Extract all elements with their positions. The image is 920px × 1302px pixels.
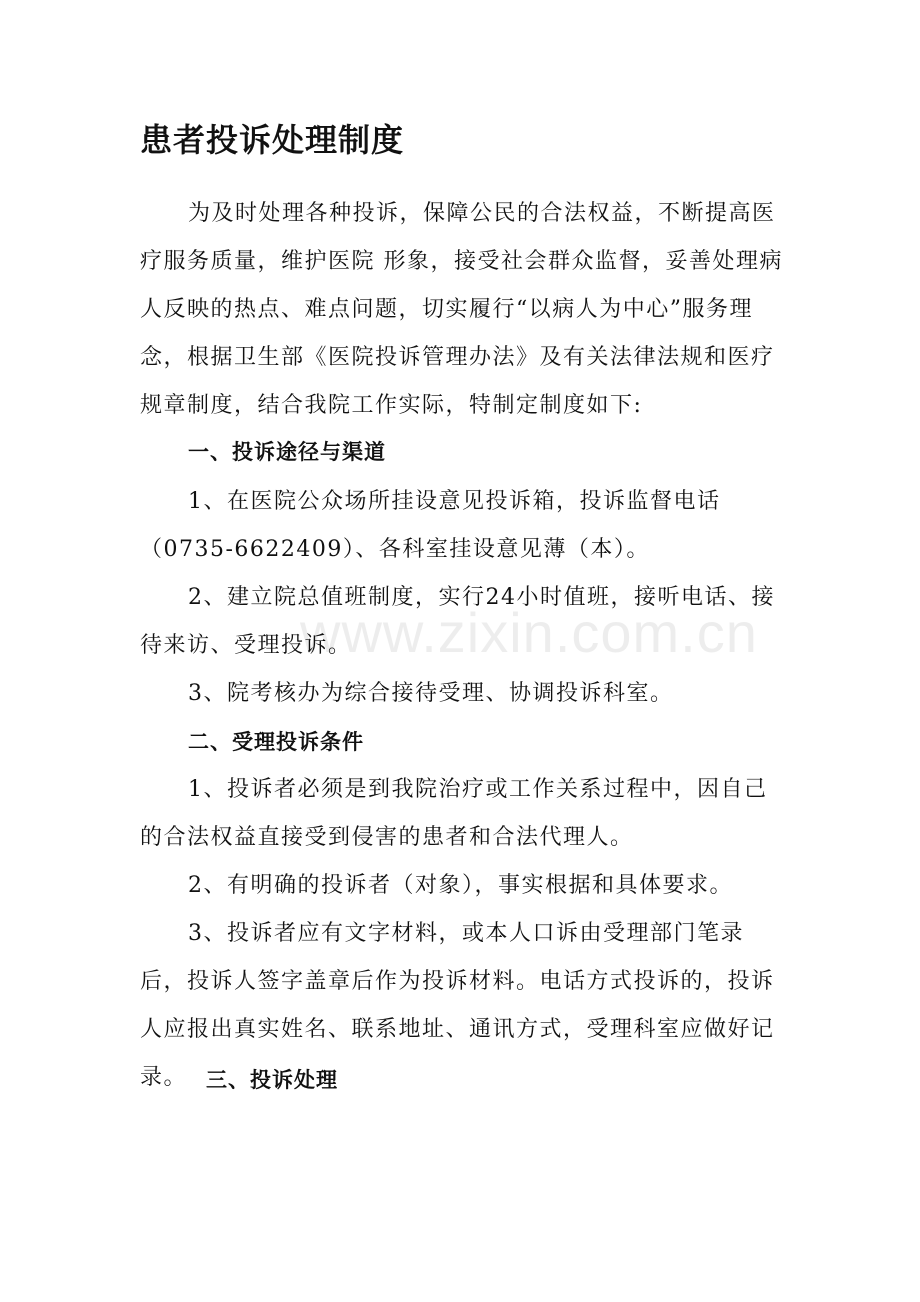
- intro-paragraph: 为及时处理各种投诉，保障公民的合法权益，不断提高医疗服务质量，维护医院 形象，接受社会群众监督，妥善处理病人反映的热点、难点问题，切实履行“以病人为中心”服务理念，根据卫生部《医院投诉管理办法》及有关法律法规和医疗规章制度，结合我院工作实际，特制定制度如下:: [140, 201, 783, 418]
- section-2-item-1: 1、投诉者必须是到我院治疗或工作关系过程中，因自己的合法权益直接受到侵害的患者和合法代理人。: [140, 777, 768, 850]
- watermark-text: www.zixin.com.cn: [300, 601, 758, 664]
- section-1-item-1: 1、在医院公众场所挂设意见投诉箱，投诉监督电话（0735-6622409）、各科室挂设意见薄（本）。: [140, 489, 721, 562]
- section-heading-3: 三、投诉处理: [206, 1068, 338, 1092]
- section-2-item-2: 2、有明确的投诉者（对象），事实根据和具体要求。: [188, 873, 733, 898]
- document-title: 患者投诉处理制度: [140, 121, 405, 159]
- section-2-item-3: 3、投诉者应有文字材料，或本人口诉由受理部门笔录后，投诉人签字盖章后作为投诉材料。电话方式投诉的，投诉人应报出真实姓名、联系地址、通讯方式，受理科室应做好记录。: [140, 921, 775, 1090]
- section-heading-1: 一、投诉途径与渠道: [188, 440, 386, 464]
- section-1-item-2: 2、建立院总值班制度，实行24小时值班，接听电话、接待来访、受理投诉。: [140, 585, 775, 658]
- section-heading-2: 二、受理投诉条件: [188, 730, 364, 754]
- section-1-item-3: 3、院考核办为综合接待受理、协调投诉科室。: [188, 681, 674, 706]
